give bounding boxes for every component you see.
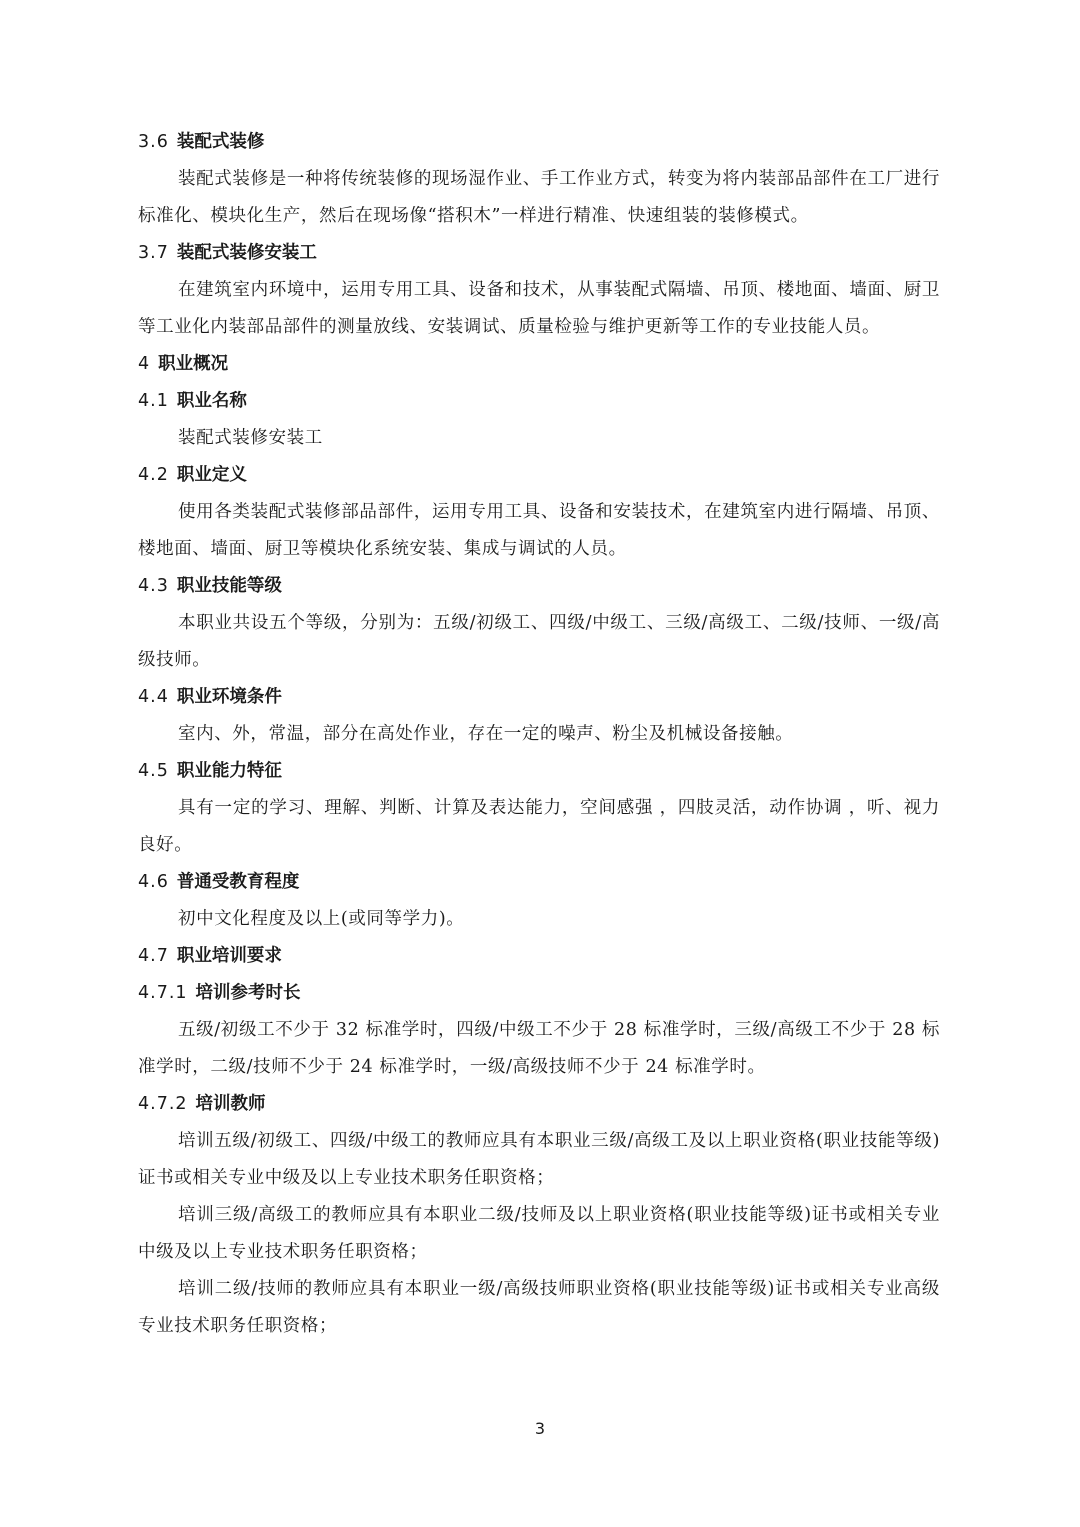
paragraph: 五级/初级工不少于 32 标准学时，四级/中级工不少于 28 标准学时，三级/高级工不少于 28 标准学时，二级/技师不少于 24 标准学时，一级/高级技师不少于 24 标准学时。 [138, 1020, 940, 1077]
heading-title: 职业定义 [176, 465, 247, 485]
paragraph: 在建筑室内环境中，运用专用工具、设备和技术，从事装配式隔墙、吊顶、楼地面、墙面、厨卫等工业化内装部品部件的测量放线、安装调试、质量检验与维护更新等工作的专业技能人员。 [138, 280, 940, 337]
heading-number: 4.1 [138, 391, 169, 411]
heading-title: 职业环境条件 [176, 687, 282, 707]
section-heading-4 [138, 346, 940, 383]
section-heading-3-7 [138, 235, 940, 272]
paragraph: 本职业共设五个等级，分别为：五级/初级工、四级/中级工、三级/高级工、二级/技师、一级/高级技师。 [138, 613, 940, 670]
heading-number: 4.6 [138, 872, 169, 892]
heading-number: 4.7.1 [138, 983, 188, 1003]
section-heading-4-3 [138, 568, 940, 605]
heading-number: 4.4 [138, 687, 169, 707]
paragraph: 装配式装修安装工 [178, 428, 323, 448]
section-heading-4-7 [138, 938, 940, 975]
section-heading-4-7-2 [138, 1086, 940, 1123]
paragraph: 培训三级/高级工的教师应具有本职业二级/技师及以上职业资格(职业技能等级)证书或相关专业中级及以上专业技术职务任职资格； [138, 1205, 940, 1262]
heading-title: 职业技能等级 [176, 576, 282, 596]
paragraph: 培训五级/初级工、四级/中级工的教师应具有本职业三级/高级工及以上职业资格(职业技能等级)证书或相关专业中级及以上专业技术职务任职资格； [138, 1131, 940, 1188]
section-heading-4-7-1 [138, 975, 940, 1012]
page-number: 3 [534, 1419, 546, 1438]
heading-number: 4.7.2 [138, 1094, 188, 1114]
paragraph: 初中文化程度及以上(或同等学力)。 [178, 909, 465, 929]
heading-number: 4.2 [138, 465, 169, 485]
paragraph: 培训二级/技师的教师应具有本职业一级/高级技师职业资格(职业技能等级)证书或相关专业高级专业技术职务任职资格； [138, 1279, 940, 1336]
section-heading-4-2 [138, 457, 940, 494]
heading-number: 3.6 [138, 132, 169, 152]
heading-title: 装配式装修 [176, 132, 265, 152]
heading-title: 职业能力特征 [176, 761, 282, 781]
heading-title: 装配式装修安装工 [176, 243, 317, 263]
heading-number: 4 [138, 354, 151, 374]
heading-title: 培训教师 [195, 1094, 266, 1114]
heading-title: 培训参考时长 [195, 983, 301, 1003]
heading-number: 3.7 [138, 243, 169, 263]
heading-title: 职业名称 [176, 391, 247, 411]
paragraph: 使用各类装配式装修部品部件，运用专用工具、设备和安装技术，在建筑室内进行隔墙、吊顶、楼地面、墙面、厨卫等模块化系统安装、集成与调试的人员。 [138, 502, 940, 559]
section-heading-3-6 [138, 124, 940, 161]
section-heading-4-6 [138, 864, 940, 901]
paragraph: 具有一定的学习、理解、判断、计算及表达能力，空间感强 ，四肢灵活，动作协调 ，听、视力良好。 [138, 798, 940, 855]
section-heading-4-5 [138, 753, 940, 790]
document-body [138, 124, 940, 1345]
heading-title: 普通受教育程度 [176, 872, 300, 892]
paragraph: 室内、外，常温，部分在高处作业，存在一定的噪声、粉尘及机械设备接触。 [178, 724, 794, 744]
heading-title: 职业概况 [158, 354, 229, 374]
heading-title: 职业培训要求 [176, 946, 282, 966]
heading-number: 4.7 [138, 946, 169, 966]
heading-number: 4.5 [138, 761, 169, 781]
paragraph: 装配式装修是一种将传统装修的现场湿作业、手工作业方式，转变为将内装部品部件在工厂进行标准化、模块化生产，然后在现场像“搭积木”一样进行精准、快速组装的装修模式。 [138, 169, 940, 226]
heading-number: 4.3 [138, 576, 169, 596]
section-heading-4-4 [138, 679, 940, 716]
section-heading-4-1 [138, 383, 940, 420]
